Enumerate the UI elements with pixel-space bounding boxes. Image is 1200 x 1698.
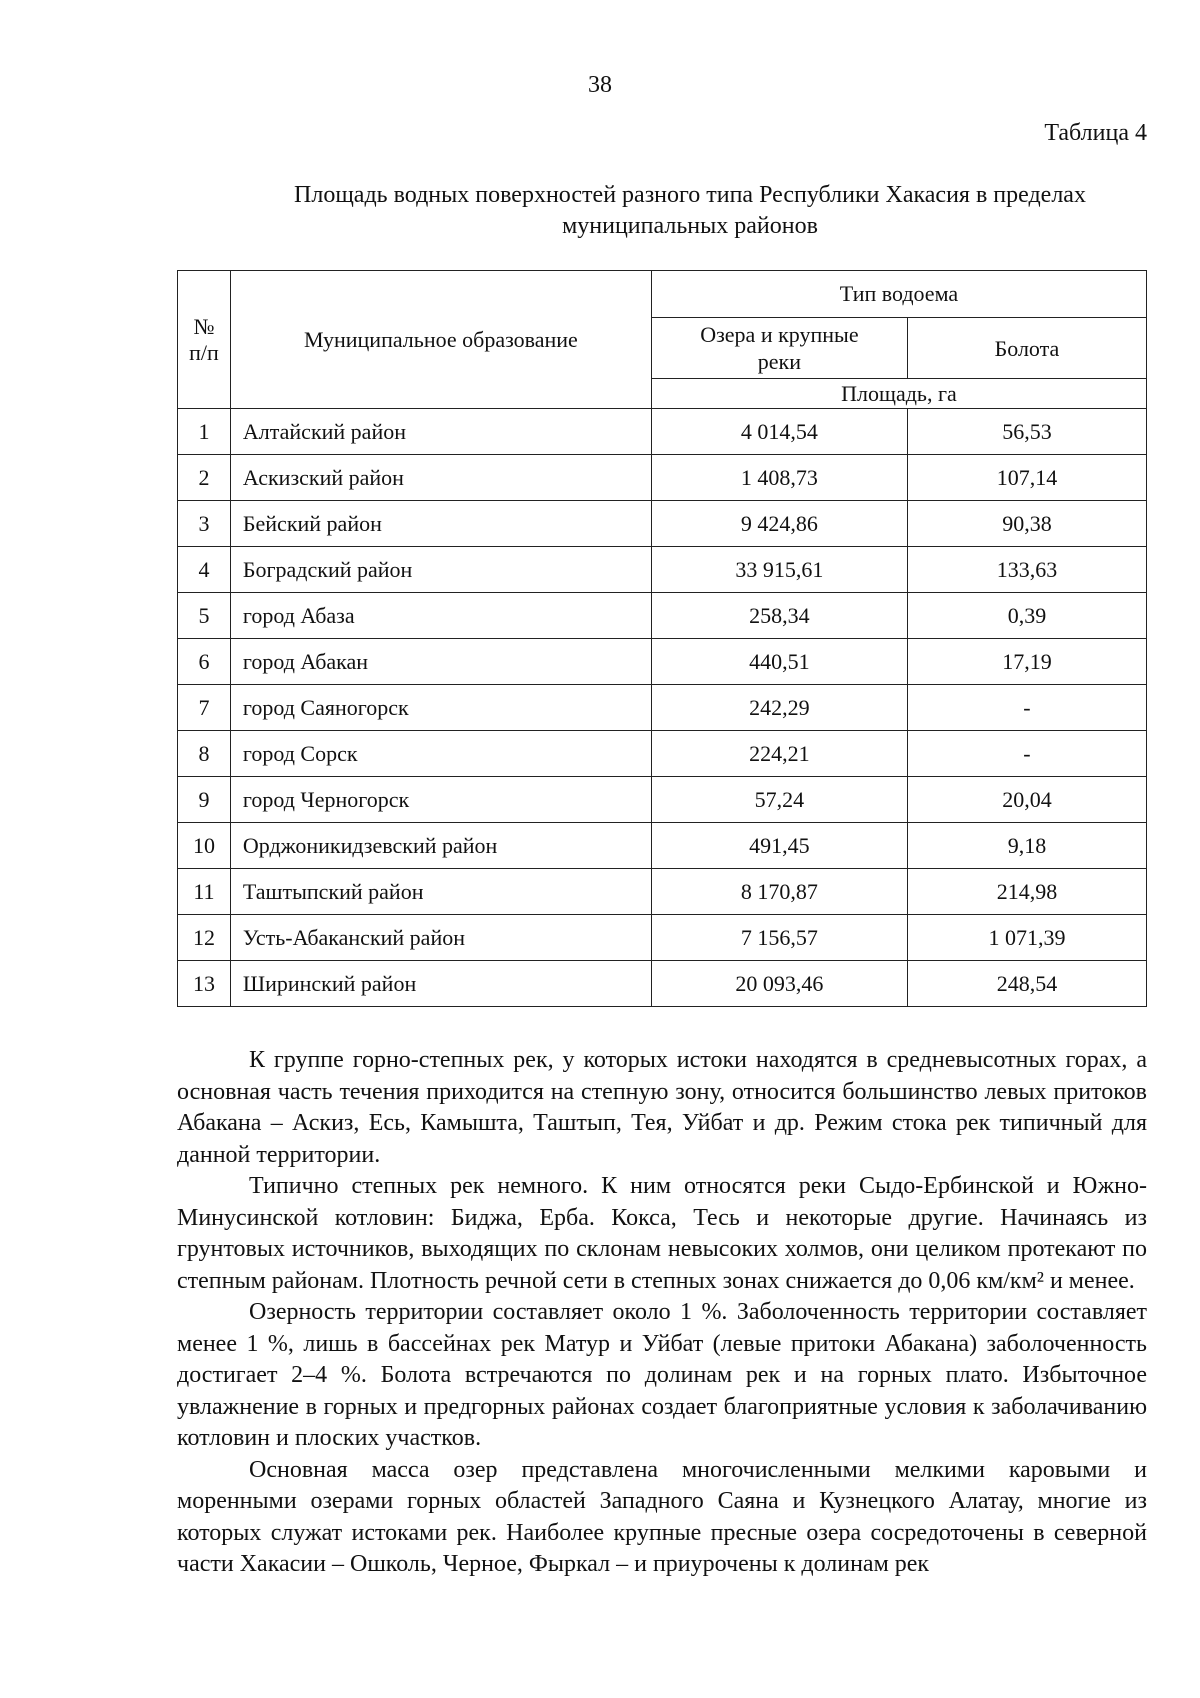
- municipality-cell: Усть-Абаканский район: [230, 915, 651, 961]
- municipality-cell: город Саяногорск: [230, 685, 651, 731]
- municipality-cell: Аскизский район: [230, 455, 651, 501]
- table-row: [178, 961, 1147, 1007]
- table-row: [178, 915, 1147, 961]
- header-lakes-line-1: Озера и крупные: [700, 322, 859, 347]
- swamps-area-cell: 1 071,39: [907, 915, 1146, 961]
- paragraph: Озерность территории составляет около 1 %. Заболоченность территории составляет менее 1 %, лишь в бассейнах рек Матур и Уйбат (левые притоки Абакана) заболоченность достигает 2–4 %. Болота встречаются по долинам рек и на горных плато. Избыточное увлажнение в горных и предгорных районах создает благоприятные условия к заболачиванию котловин и плоских участков.: [177, 1299, 1147, 1451]
- header-lakes: [651, 318, 907, 379]
- table-row: [178, 409, 1147, 455]
- swamps-area-cell: -: [907, 685, 1146, 731]
- municipality-cell: Ширинский район: [230, 961, 651, 1007]
- row-number-cell: 3: [178, 501, 231, 547]
- municipality-cell: Боградский район: [230, 547, 651, 593]
- municipality-cell: Бейский район: [230, 501, 651, 547]
- paragraph: К группе горно-степных рек, у которых истоки находятся в средневысотных горах, а основная часть течения приходится на степную зону, относится большинство левых притоков Абакана – Аскиз, Есь, Камышта, Таштып, Тея, Уйбат и др. Режим стока рек типичный для данной территории.: [177, 1047, 1147, 1168]
- municipality-cell: Таштыпский район: [230, 869, 651, 915]
- header-num: [178, 271, 231, 409]
- swamps-area-cell: 56,53: [907, 409, 1146, 455]
- municipality-cell: город Абакан: [230, 639, 651, 685]
- lakes-area-cell: 440,51: [651, 639, 907, 685]
- header-lakes-line-2: реки: [757, 349, 802, 374]
- body-text: [177, 1045, 1147, 1581]
- table-caption: [240, 180, 1140, 242]
- table-row: [178, 777, 1147, 823]
- swamps-area-cell: 248,54: [907, 961, 1146, 1007]
- municipality-cell: город Сорск: [230, 731, 651, 777]
- table-row: [178, 501, 1147, 547]
- header-municipality: Муниципальное образование: [230, 271, 651, 409]
- header-num-line-1: №: [193, 313, 215, 339]
- paragraph: Типично степных рек немного. К ним относятся реки Сыдо-Ербинской и Южно-Минусинской котловин: Биджа, Ерба. Кокса, Тесь и некоторые другие. Начинаясь из грунтовых источников, выходящих по склонам невысоких холмов, они целиком протекают по степным районам. Плотность речной сети в степных зонах снижается до 0,06 км/км² и менее.: [177, 1173, 1147, 1294]
- lakes-area-cell: 224,21: [651, 731, 907, 777]
- lakes-area-cell: 20 093,46: [651, 961, 907, 1007]
- lakes-area-cell: 7 156,57: [651, 915, 907, 961]
- swamps-area-cell: 9,18: [907, 823, 1146, 869]
- municipality-cell: Алтайский район: [230, 409, 651, 455]
- row-number-cell: 12: [178, 915, 231, 961]
- lakes-area-cell: 1 408,73: [651, 455, 907, 501]
- swamps-area-cell: 133,63: [907, 547, 1146, 593]
- lakes-area-cell: 33 915,61: [651, 547, 907, 593]
- lakes-area-cell: 258,34: [651, 593, 907, 639]
- row-number-cell: 4: [178, 547, 231, 593]
- lakes-area-cell: 4 014,54: [651, 409, 907, 455]
- table-row: [178, 639, 1147, 685]
- lakes-area-cell: 491,45: [651, 823, 907, 869]
- header-area-unit: Площадь, га: [651, 379, 1146, 409]
- table-row: [178, 731, 1147, 777]
- caption-line-2: муниципальных районов: [562, 213, 818, 239]
- table-body: [178, 409, 1147, 1007]
- row-number-cell: 7: [178, 685, 231, 731]
- swamps-area-cell: 107,14: [907, 455, 1146, 501]
- water-area-table: [177, 270, 1147, 1007]
- row-number-cell: 10: [178, 823, 231, 869]
- municipality-cell: Орджоникидзевский район: [230, 823, 651, 869]
- lakes-area-cell: 8 170,87: [651, 869, 907, 915]
- swamps-area-cell: 17,19: [907, 639, 1146, 685]
- table-row: [178, 455, 1147, 501]
- row-number-cell: 13: [178, 961, 231, 1007]
- header-water-type: Тип водоема: [651, 271, 1146, 318]
- swamps-area-cell: 0,39: [907, 593, 1146, 639]
- swamps-area-cell: 20,04: [907, 777, 1146, 823]
- municipality-cell: город Черногорск: [230, 777, 651, 823]
- table-row: [178, 869, 1147, 915]
- header-num-line-2: п/п: [189, 339, 219, 365]
- header-swamps: Болота: [907, 318, 1146, 379]
- page-number: 38: [588, 72, 612, 98]
- row-number-cell: 11: [178, 869, 231, 915]
- row-number-cell: 8: [178, 731, 231, 777]
- row-number-cell: 1: [178, 409, 231, 455]
- swamps-area-cell: 214,98: [907, 869, 1146, 915]
- table-row: [178, 685, 1147, 731]
- table-label: Таблица 4: [1044, 120, 1147, 146]
- swamps-area-cell: 90,38: [907, 501, 1146, 547]
- lakes-area-cell: 242,29: [651, 685, 907, 731]
- paragraph: Основная масса озер представлена многочисленными мелкими каровыми и моренными озерами горных областей Западного Саяна и Кузнецкого Алатау, многие из которых служат истоками рек. Наиболее крупные пресные озера сосредоточены в северной части Хакасии – Ошколь, Черное, Фыркал – и приурочены к долинам рек: [177, 1456, 1147, 1577]
- row-number-cell: 6: [178, 639, 231, 685]
- row-number-cell: 5: [178, 593, 231, 639]
- lakes-area-cell: 57,24: [651, 777, 907, 823]
- table-row: [178, 593, 1147, 639]
- lakes-area-cell: 9 424,86: [651, 501, 907, 547]
- municipality-cell: город Абаза: [230, 593, 651, 639]
- table-row: [178, 823, 1147, 869]
- caption-line-1: Площадь водных поверхностей разного типа Республики Хакасия в пределах: [294, 182, 1086, 208]
- swamps-area-cell: -: [907, 731, 1146, 777]
- row-number-cell: 9: [178, 777, 231, 823]
- row-number-cell: 2: [178, 455, 231, 501]
- table-row: [178, 547, 1147, 593]
